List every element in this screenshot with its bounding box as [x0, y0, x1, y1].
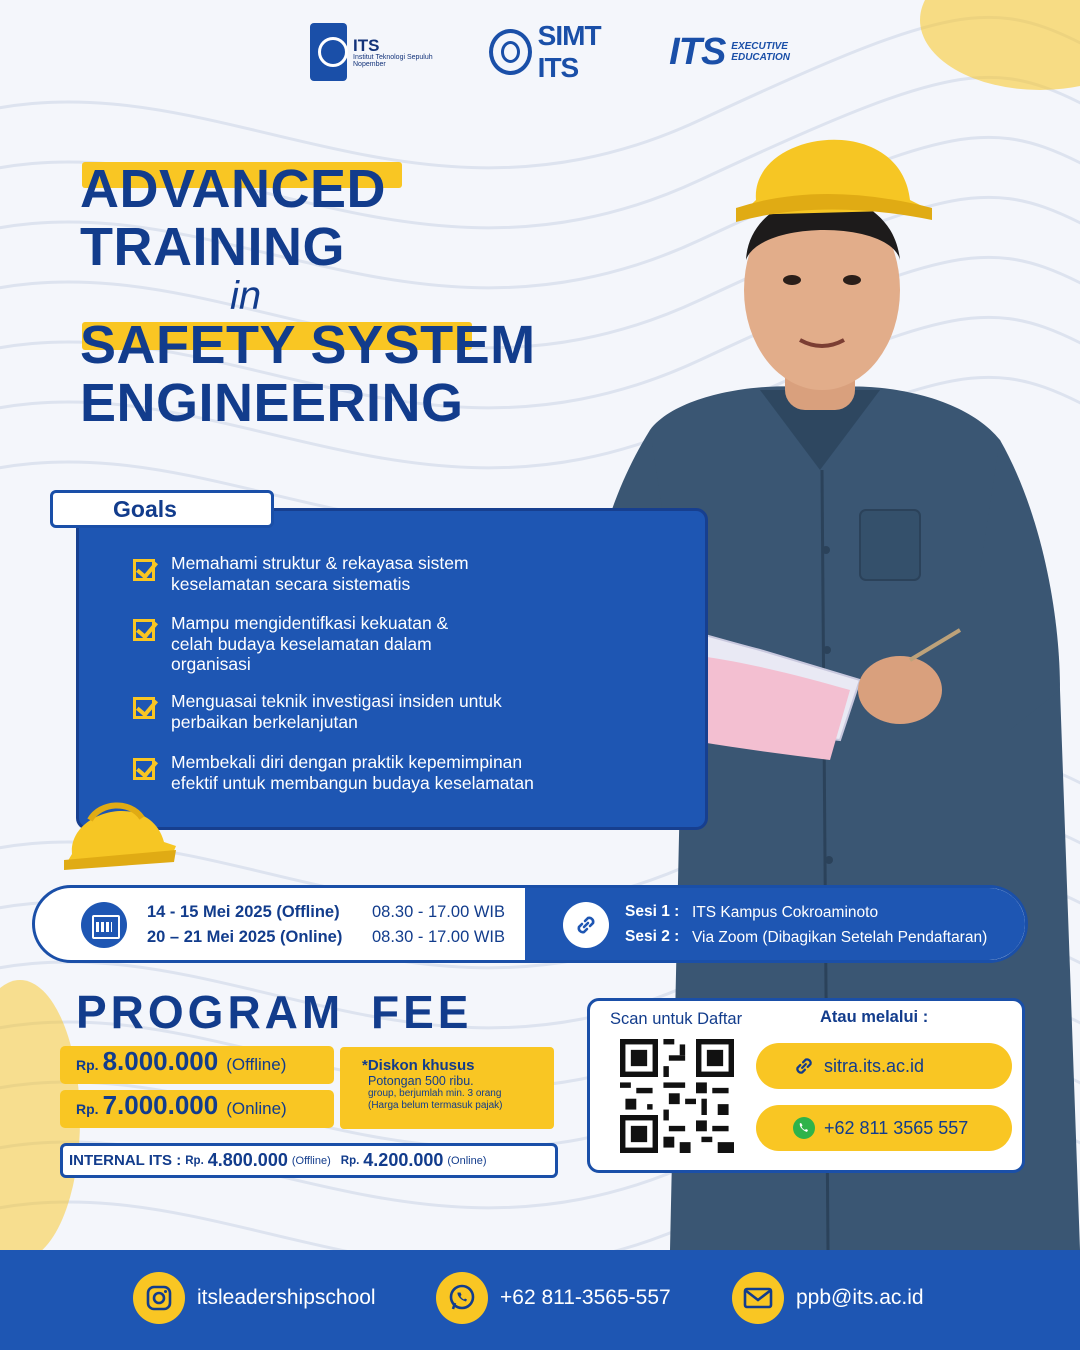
internal-online-amount: 4.200.000 [363, 1150, 444, 1170]
partner-logos [310, 20, 790, 84]
footer-contacts [0, 1250, 1080, 1350]
alt-label: Atau melalui : [820, 1008, 929, 1026]
session-1-location: ITS Kampus Cokroaminoto [692, 904, 879, 921]
schedule-date-online: 20 – 21 Mei 2025 (Online) [147, 928, 343, 946]
discount-title: *Diskon khusus [362, 1057, 475, 1074]
instagram-icon [133, 1272, 185, 1324]
website-link-button[interactable] [756, 1043, 1012, 1089]
headline-engineering: ENGINEERING [80, 373, 464, 433]
discount-line1: Potongan 500 ribu. [368, 1074, 474, 1088]
its-executive-education-logo [669, 31, 790, 74]
footer-email[interactable] [732, 1272, 924, 1324]
its-shield-icon [310, 23, 347, 81]
goal-item [133, 613, 448, 675]
headline-training: TRAINING [80, 217, 345, 277]
schedule-bar [32, 885, 1028, 963]
goals-panel [76, 508, 708, 830]
price-amount: 7.000.000 [102, 1090, 219, 1120]
its-logo [310, 23, 459, 81]
website-url: sitra.its.ac.id [824, 1055, 925, 1076]
internal-offline-amount: 4.800.000 [207, 1150, 288, 1170]
calendar-icon [81, 902, 127, 948]
internal-currency: Rp. [340, 1154, 360, 1167]
internal-currency: Rp. [185, 1154, 204, 1167]
footer-email-address: ppb@its.ac.id [796, 1286, 924, 1309]
session-1-label: Sesi 1 : [625, 903, 680, 920]
checkbox-checked-icon [133, 697, 155, 719]
internal-online-type: (Online) [447, 1154, 487, 1167]
goal-item [133, 553, 469, 594]
mail-icon [732, 1272, 784, 1324]
its-emblem-icon [489, 29, 532, 75]
hard-hat-icon [60, 790, 180, 874]
price-currency: Rp. [76, 1057, 99, 1073]
program-fee-title: PROGRAM FEE [76, 986, 473, 1038]
instagram-handle: itsleadershipschool [197, 1286, 376, 1309]
whatsapp-number: +62 811 3565 557 [824, 1117, 969, 1138]
link-icon [563, 902, 609, 948]
price-online [60, 1090, 334, 1128]
goal-item [133, 752, 534, 793]
goals-heading: Goals [50, 490, 274, 528]
checkbox-checked-icon [133, 758, 155, 780]
schedule-time-offline: 08.30 - 17.00 WIB [372, 903, 505, 921]
discount-line2: group, berjumlah min. 3 orang [368, 1088, 502, 1099]
registration-card [587, 998, 1025, 1173]
price-amount: 8.000.000 [102, 1046, 219, 1076]
headline-advanced: ADVANCED [80, 159, 387, 219]
price-type: (Online) [226, 1099, 287, 1118]
discount-line3: (Harga belum termasuk pajak) [368, 1100, 503, 1111]
goal-text: Mampu mengidentifkasi kekuatan & celah budaya keselamatan dalam organisasi [171, 613, 449, 674]
session-2-location: Via Zoom (Dibagikan Setelah Pendaftaran) [692, 929, 988, 946]
simt-logo-name: SIMT ITS [537, 20, 601, 83]
price-offline [60, 1046, 334, 1084]
schedule-time-online: 08.30 - 17.00 WIB [372, 928, 505, 946]
whatsapp-icon [436, 1272, 488, 1324]
session-2-label: Sesi 2 : [625, 928, 680, 945]
internal-its-price [60, 1143, 558, 1178]
headline [80, 160, 560, 432]
discount-box [340, 1047, 554, 1129]
scan-label: Scan untuk Daftar [610, 1010, 743, 1028]
price-currency: Rp. [76, 1101, 99, 1117]
its-logo-subtitle: Institut Teknologi Sepuluh Nopember [353, 53, 433, 68]
internal-label: INTERNAL ITS : [69, 1152, 182, 1169]
checkbox-checked-icon [133, 619, 155, 641]
goal-text: Membekali diri dengan praktik kepemimpinan efektif untuk membangun budaya keselamatan [171, 752, 534, 793]
whatsapp-icon [792, 1116, 816, 1140]
simt-its-logo [489, 20, 639, 84]
goal-text: Menguasai teknik investigasi insiden untuk perbaikan berkelanjutan [171, 691, 502, 732]
internal-offline-type: (Offline) [291, 1154, 331, 1167]
schedule-date-offline: 14 - 15 Mei 2025 (Offline) [147, 903, 340, 921]
its-logo-name: ITS [353, 35, 380, 55]
goal-text: Memahami struktur & rekayasa sistem keselamatan secara sistematis [171, 553, 469, 594]
headline-safety-system: SAFETY SYSTEM [80, 315, 536, 375]
footer-whatsapp[interactable] [436, 1272, 671, 1324]
registration-qr-code[interactable] [620, 1039, 734, 1153]
whatsapp-contact-button[interactable] [756, 1105, 1012, 1151]
footer-instagram[interactable] [133, 1272, 376, 1324]
exec-logo-its: ITS [669, 30, 726, 73]
link-icon [792, 1054, 816, 1078]
price-type: (Offline) [226, 1055, 287, 1074]
checkbox-checked-icon [133, 559, 155, 581]
footer-phone-number: +62 811-3565-557 [500, 1286, 671, 1309]
exec-logo-line1: EXECUTIVE [731, 41, 788, 52]
goal-item [133, 691, 502, 732]
headline-in: in [230, 274, 262, 318]
exec-logo-line2: EDUCATION [731, 52, 790, 63]
